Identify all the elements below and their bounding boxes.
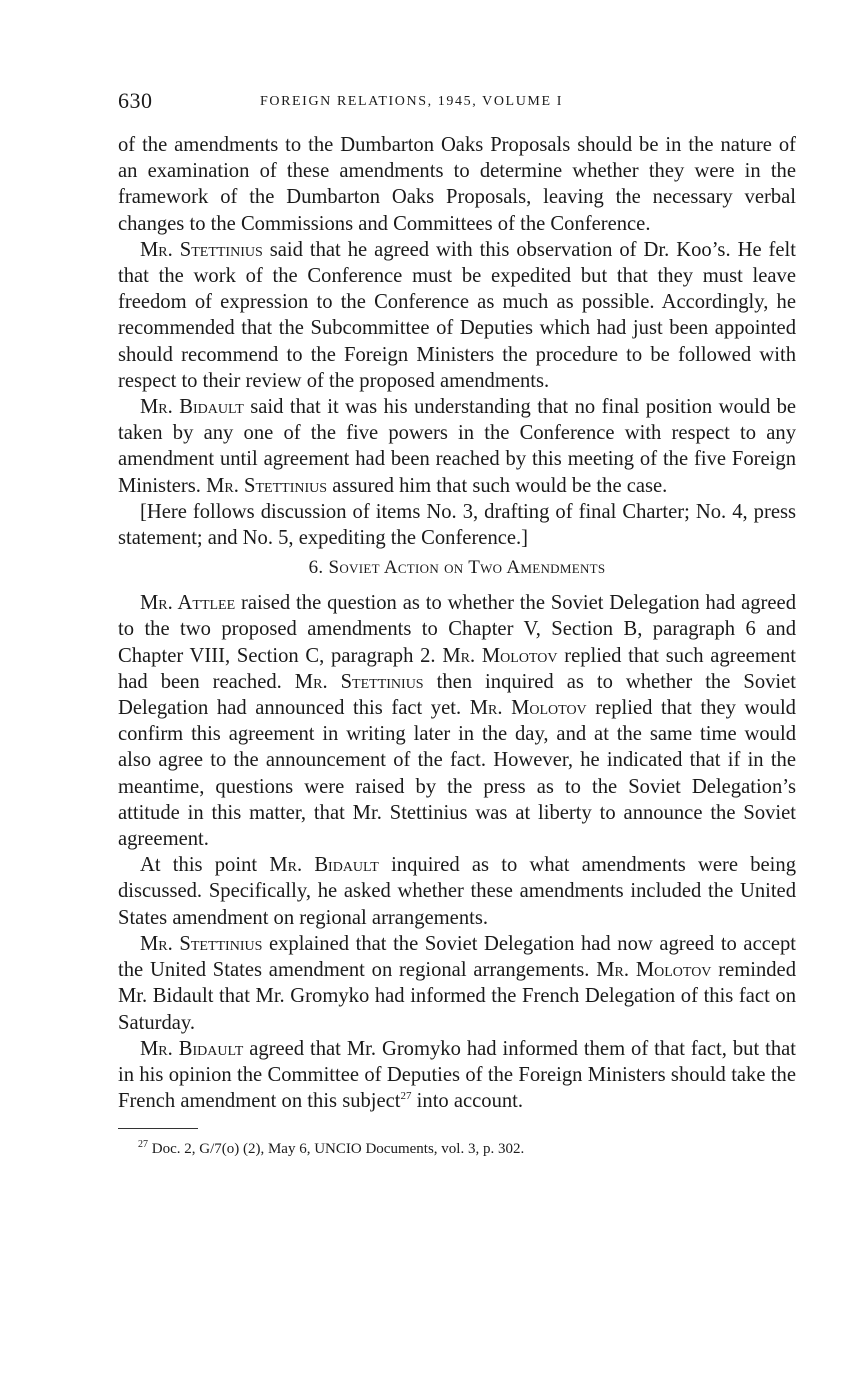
paragraph-bidault-inquiry <box>118 852 796 931</box>
paragraph-text: assured him that such would be the case. <box>327 474 668 497</box>
speaker-name: Mr. Stettinius <box>140 932 263 955</box>
paragraph-continued: of the amendments to the Dumbarton Oaks Proposals should be in the nature of an examination of these amendments to determine whether they were in the framework of the Dumbarton Oaks Proposals, leaving the necessary verbal changes to the Commissions and Committees of the Conference. <box>118 134 796 235</box>
speaker-name: Mr. Molotov <box>442 644 558 667</box>
speaker-name: Mr. Bidault <box>269 854 379 877</box>
speaker-name: Mr. Attlee <box>140 592 236 615</box>
footnote-text: Doc. 2, G/7(o) (2), May 6, UNCIO Documents, vol. 3, p. 302. <box>148 1141 525 1158</box>
editorial-note: [Here follows discussion of items No. 3, drafting of final Charter; No. 4, press statement; and No. 5, expediting the Conference.] <box>118 500 796 550</box>
paragraph-text: replied that they would confirm this agreement in writing later in the day, and at the same time would also agree to the announcement of the fact. However, he indicated that if in the meantime, questions were raised by the press as to the Soviet Delegation’s attitude in this matter, that Mr. Stettinius was at liberty to announce the Soviet agreement. <box>118 697 796 851</box>
running-title: FOREIGN RELATIONS, 1945, VOLUME I <box>260 94 563 109</box>
paragraph-text: explained that the Soviet Delegation had now agreed to accept the United States amendment on regional arrangements. <box>118 932 797 982</box>
paragraph-stettinius-remarks <box>118 237 796 394</box>
body-text <box>118 132 796 1114</box>
speaker-name: Mr. Bidault <box>140 396 244 419</box>
footnote-divider <box>118 1128 198 1129</box>
speaker-name: Mr. Molotov <box>596 959 712 982</box>
footnote <box>118 1139 796 1159</box>
paragraph-text: raised the question as to whether the Soviet Delegation had agreed to the two proposed amendments to Chapter V, Section B, paragraph 6 and Chapter VIII, Section C, paragraph 2. <box>118 592 796 667</box>
paragraph-text: said that he agreed with this observation of Dr. Koo’s. He felt that the work of the Conference must be expedited but that they must leave freedom of expression to the Conference as much as possible. Accordingly, he recommended that the Subcommittee of Deputies which had just been appointed should recommend to the Foreign Ministers the procedure to be followed with respect to their review of the proposed amendments. <box>118 238 796 392</box>
speaker-name: Mr. Molotov <box>469 697 587 720</box>
document-page <box>118 88 796 1159</box>
speaker-name: Mr. Stettinius <box>294 670 424 693</box>
paragraph-text: replied that such agreement had been reached. <box>118 644 797 693</box>
paragraph-text: then inquired as to whether the Soviet Delegation had announced this fact yet. <box>118 670 797 720</box>
section-heading: 6. Soviet Action on Two Amendments <box>308 557 606 579</box>
speaker-name: Mr. Stettinius <box>140 238 263 261</box>
paragraph-bidault-understanding <box>118 394 796 499</box>
paragraph-text: agreed that Mr. Gromyko had informed them of that fact, but that in his opinion the Committee of Deputies of the Foreign Ministers should take the French amendment on this subject <box>118 1037 796 1113</box>
paragraph-text: inquired as to what amendments were being discussed. Specifically, he asked whether these amendments included the United States amendment on regional arrangements. <box>118 854 796 929</box>
paragraph-text: into account. <box>411 1090 524 1113</box>
paragraph-attlee-question <box>118 590 796 852</box>
paragraph-text: said that it was his understanding that no final position would be taken by any one of the five powers in the Conference with respect to any amendment until agreement had been reached by this meeting of the five Foreign Ministers. <box>118 396 797 497</box>
page-number: 630 <box>118 88 153 113</box>
footnote-number: 27 <box>138 1139 148 1151</box>
speaker-name: Mr. Stettinius <box>206 474 328 497</box>
paragraph-text: At this point <box>140 854 270 877</box>
paragraph-text: reminded Mr. Bidault that Mr. Gromyko had informed the French Delegation of this fact on Saturday. <box>118 959 796 1034</box>
speaker-name: Mr. Bidault <box>140 1037 244 1060</box>
page-header <box>118 88 796 118</box>
footnote-reference: 27 <box>400 1090 412 1103</box>
paragraph-bidault-agreement <box>118 1036 796 1115</box>
paragraph-stettinius-explanation <box>118 931 796 1036</box>
